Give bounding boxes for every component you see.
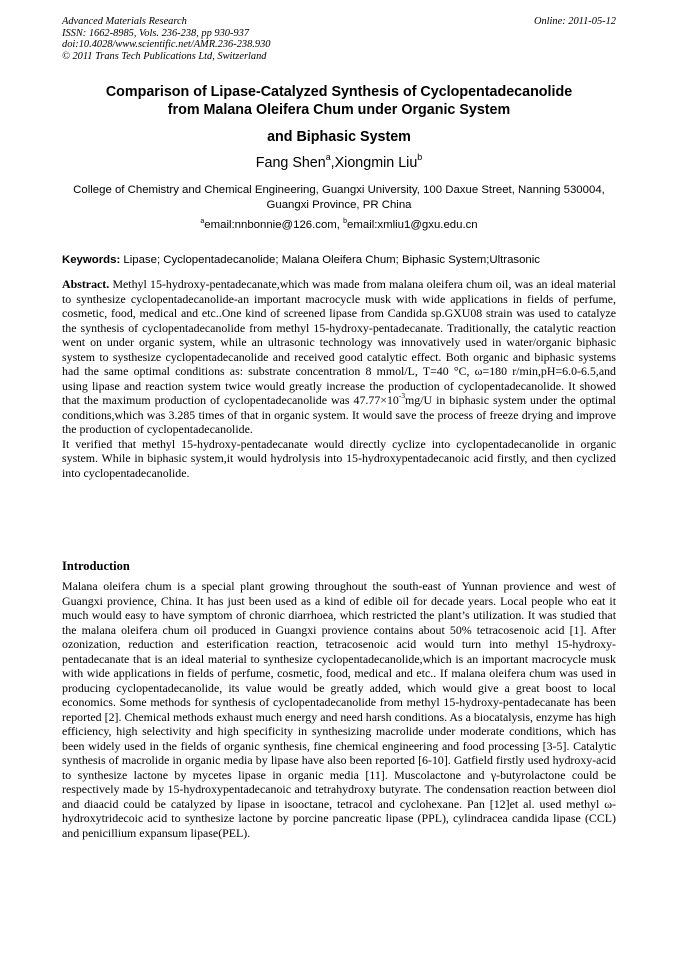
keywords-label: Keywords: — [62, 254, 121, 266]
issn-line: ISSN: 1662-8985, Vols. 236-238, pp 930-937 — [62, 27, 250, 39]
author-separator: , — [330, 155, 335, 171]
author-affiliation-mark: b — [417, 152, 423, 163]
abstract-text: Methyl 15-hydroxy-pentadecanate,which was made from malana oleifera chum oil, was an ideal material to synthesize cyclopentadecanolide-an important macrocycle musk with wide applications in fields of perfume, cosmetic, food, medical and etc..One kind of screened lipase from Candida sp.GXU08 strain was used to catalyze the synthesis of cyclopentadecanolide from methyl 15-hydroxy-pentadecanate. Traditionally, the catalytic reaction went on under organic system, while an ultrasonic technology was innovatively used in water/organic biphasic system to systhesize cyclopentadecanolide and received good catalytic effect. Both organic and biphasic systems had the same optimal conditions as: substrate concentration 8 mmol/L, T=40 °C, ω=180 r/min,pH=6.0-6.5,and using lipase and reaction system twice would greatly increase the production of cyclopentadecanolide. It showed that the maximum production of cyclopentadecanolide was 47.77×10 — [62, 277, 616, 407]
journal-header — [62, 16, 616, 62]
email-mark: a — [200, 217, 205, 225]
author-affiliation-mark: a — [325, 152, 331, 163]
affiliation: College of Chemistry and Chemical Engineering, Guangxi University, 100 Daxue Street, Nanning 530004, Guangxi Province, PR China — [73, 184, 605, 211]
exponent: -3 — [398, 391, 406, 401]
title-line-2: from Malana Oleifera Chum under Organic System — [167, 102, 511, 118]
author-name: Fang Shen — [255, 155, 326, 171]
email-link: email:xmliu1@gxu.edu.cn — [347, 219, 478, 231]
keywords-text: Lipase; Cyclopentadecanolide; Malana Oleifera Chum; Biphasic System;Ultrasonic — [120, 254, 540, 266]
abstract-section — [62, 277, 616, 480]
body-paragraph: Malana oleifera chum is a special plant growing throughout the south-east of Yunnan provience and west of Guangxi provience, China. It has just been used as a kind of edible oil for decade years. Local people who eat it much would easy to have symptom of chronic diarrhoea, which restricted the plant’s utilization. It was studied that the malana oleifera chum oil produced in Guangxi provience contains about 50% tetracosenoic acid [1]. After ozonization, reduction and esterification reaction, tetracosenoic acid would turn into methyl 15-hydroxy-pentadecanate that is an ideal material to synthesize cyclopentadecanolide,which is an important macrocycle musk with wide applications in fields of perfume, cosmetic, food, medical and etc.. If malana oleifera chum was used in producing cyclopentadecanolide, its value would be greatly added, which would give a great boost to local economics. Some methods for synthesis of cyclopentadecanolide from methyl 15-hydroxy-pentadecanate has been reported [2]. Chemical methods exhaust much energy and need harsh conditions. As a biocatalysis, enzyme has high efficiency, high selectivity and high specificity in synthesizing macrolide under moderate conditions, which has been widely used in the fields of organic synthesis, fine chemical engineering and food processing [3-5]. Catalytic synthesis of macrolide in organic media by lipase have also been reported [6-10]. Gatfield firstly used hydroxy-acid to synthesize lactone by mycetes lipase in organic media [11]. Muscolactone and γ-butyrolactone could be respectively made by 15-hydroxypentadecanoic and tetrahydroxy butyrate. The condensation reaction between diol and diaacid could be catalyzed by lipase in isooctane, tetracol and cyclohexane. Pan [12]et al. used methyl ω-hydroxytridecoic acid to synthesize lactone by porcine pancreatic lipase (PPL), cylindracea candida lipase (CCL) and penicillium expansum lipase(PEL). — [62, 579, 616, 840]
abstract-label: Abstract. — [62, 277, 110, 291]
keywords-line — [62, 253, 622, 268]
title-line-3: and Biphasic System — [267, 129, 411, 145]
author-emails — [62, 218, 616, 233]
author-list — [62, 154, 616, 172]
abstract-text: mg/U in biphasic system under the optimal conditions,which was 3.285 times of that in organic system. It would save the process of freeze drying and improve the production of cyclopentadecanolide. — [62, 393, 616, 436]
paper-title — [62, 83, 616, 146]
introduction-text — [62, 579, 616, 840]
title-line-1: Comparison of Lipase-Catalyzed Synthesis of Cyclopentadecanolide — [105, 84, 573, 100]
online-date: Online: 2011-05-12 — [533, 16, 616, 27]
author-name: Xiongmin Liu — [334, 155, 418, 171]
abstract-paragraph — [62, 277, 616, 437]
email-link: email:nnbonnie@126.com, — [204, 219, 344, 231]
doi-line: doi:10.4028/www.scientific.net/AMR.236-238.930 — [62, 39, 271, 51]
email-mark: b — [343, 217, 348, 225]
section-heading: Introduction — [62, 559, 130, 573]
journal-name: Advanced Materials Research — [62, 16, 187, 27]
copyright-line: © 2011 Trans Tech Publications Ltd, Switzerland — [62, 50, 267, 62]
abstract-paragraph: It verified that methyl 15-hydroxy-pentadecanate would directly cyclize into cyclopentadecanolide in organic system. While in biphasic system,it would hydrolysis into 15-hydroxypentadecanoic acid firstly, and then cyclized into cyclopentadecanolide. — [62, 436, 616, 480]
